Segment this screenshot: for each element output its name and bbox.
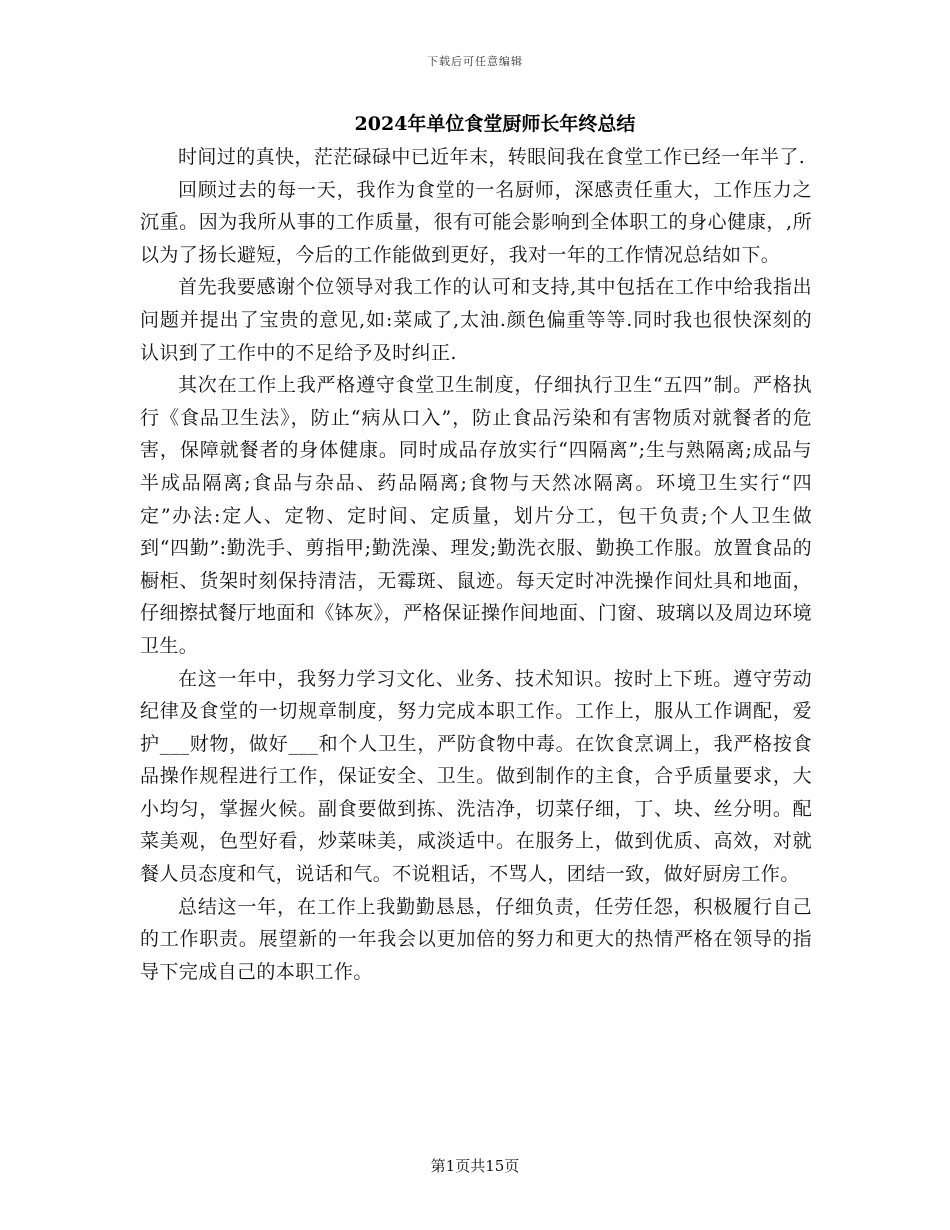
document-title: 2024年单位食堂厨师长年终总结 [354,113,636,135]
paragraph-hygiene: 其次在工作上我严格遵守食堂卫生制度，仔细执行卫生“五四”制。严格执行《食品卫生法》，防止“病从口入”，防止食品污染和有害物质对就餐者的危害，保障就餐者的身体健康。同时成品存放实行“四隔离”;生与熟隔离;成品与半成品隔离;食品与杂品、药品隔离;食物与天然冰隔离。环境卫生实行“四定”办法:定人、定物、定时间、定质量，划片分工，包干负责;个人卫生做到“四勤”:勤洗手、剪指甲;勤洗澡、理发;勤洗衣服、勤换工作服。放置食品的橱柜、货架时刻保持清洁，无霉斑、鼠迹。每天定时冲洗操作间灶具和地面，仔细擦拭餐厅地面和《钵灰》，严格保证操作间地面、门窗、玻璃以及周边环境卫生。 [140,374,812,657]
paragraph-summary: 总结这一年，在工作上我勤勤恳恳，仔细负责，任劳任怨，积极履行自己的工作职责。展望新的一年我会以更加倍的努力和更大的热情严格在领导的指导下完成自己的本职工作。 [140,895,812,983]
page-number-footer: 第1页共15页 [430,1157,520,1175]
header-note: 下载后可任意编辑 [427,55,523,68]
document-body [140,141,812,988]
paragraph-thanks: 首先我要感谢个位领导对我工作的认可和支持,其中包括在工作中给我指出问题并提出了宝贵的意见,如:菜咸了,太油.颜色偏重等等.同时我也很快深刻的认识到了工作中的不足给予及时纠正. [140,276,812,364]
paragraph-review: 回顾过去的每一天，我作为食堂的一名厨师，深感责任重大，工作压力之沉重。因为我所从事的工作质量，很有可能会影响到全体职工的身心健康，,所以为了扬长避短，今后的工作能做到更好，我对一年的工作情况总结如下。 [140,178,812,266]
paragraph-intro: 时间过的真快，茫茫碌碌中已近年末，转眼间我在食堂工作已经一年半了. [178,146,806,168]
paragraph-work: 在这一年中，我努力学习文化、业务、技术知识。按时上下班。遵守劳动纪律及食堂的一切规章制度，努力完成本职工作。工作上，服从工作调配，爱护___财物，做好___和个人卫生，严防食物中毒。在饮食烹调上，我严格按食品操作规程进行工作，保证安全、卫生。做到制作的主食，合乎质量要求，大小均匀，掌握火候。副食要做到拣、洗洁净，切菜仔细，丁、块、丝分明。配菜美观，色型好看，炒菜味美，咸淡适中。在服务上，做到优质、高效，对就餐人员态度和气，说话和气。不说粗话，不骂人，团结一致，做好厨房工作。 [140,667,812,886]
